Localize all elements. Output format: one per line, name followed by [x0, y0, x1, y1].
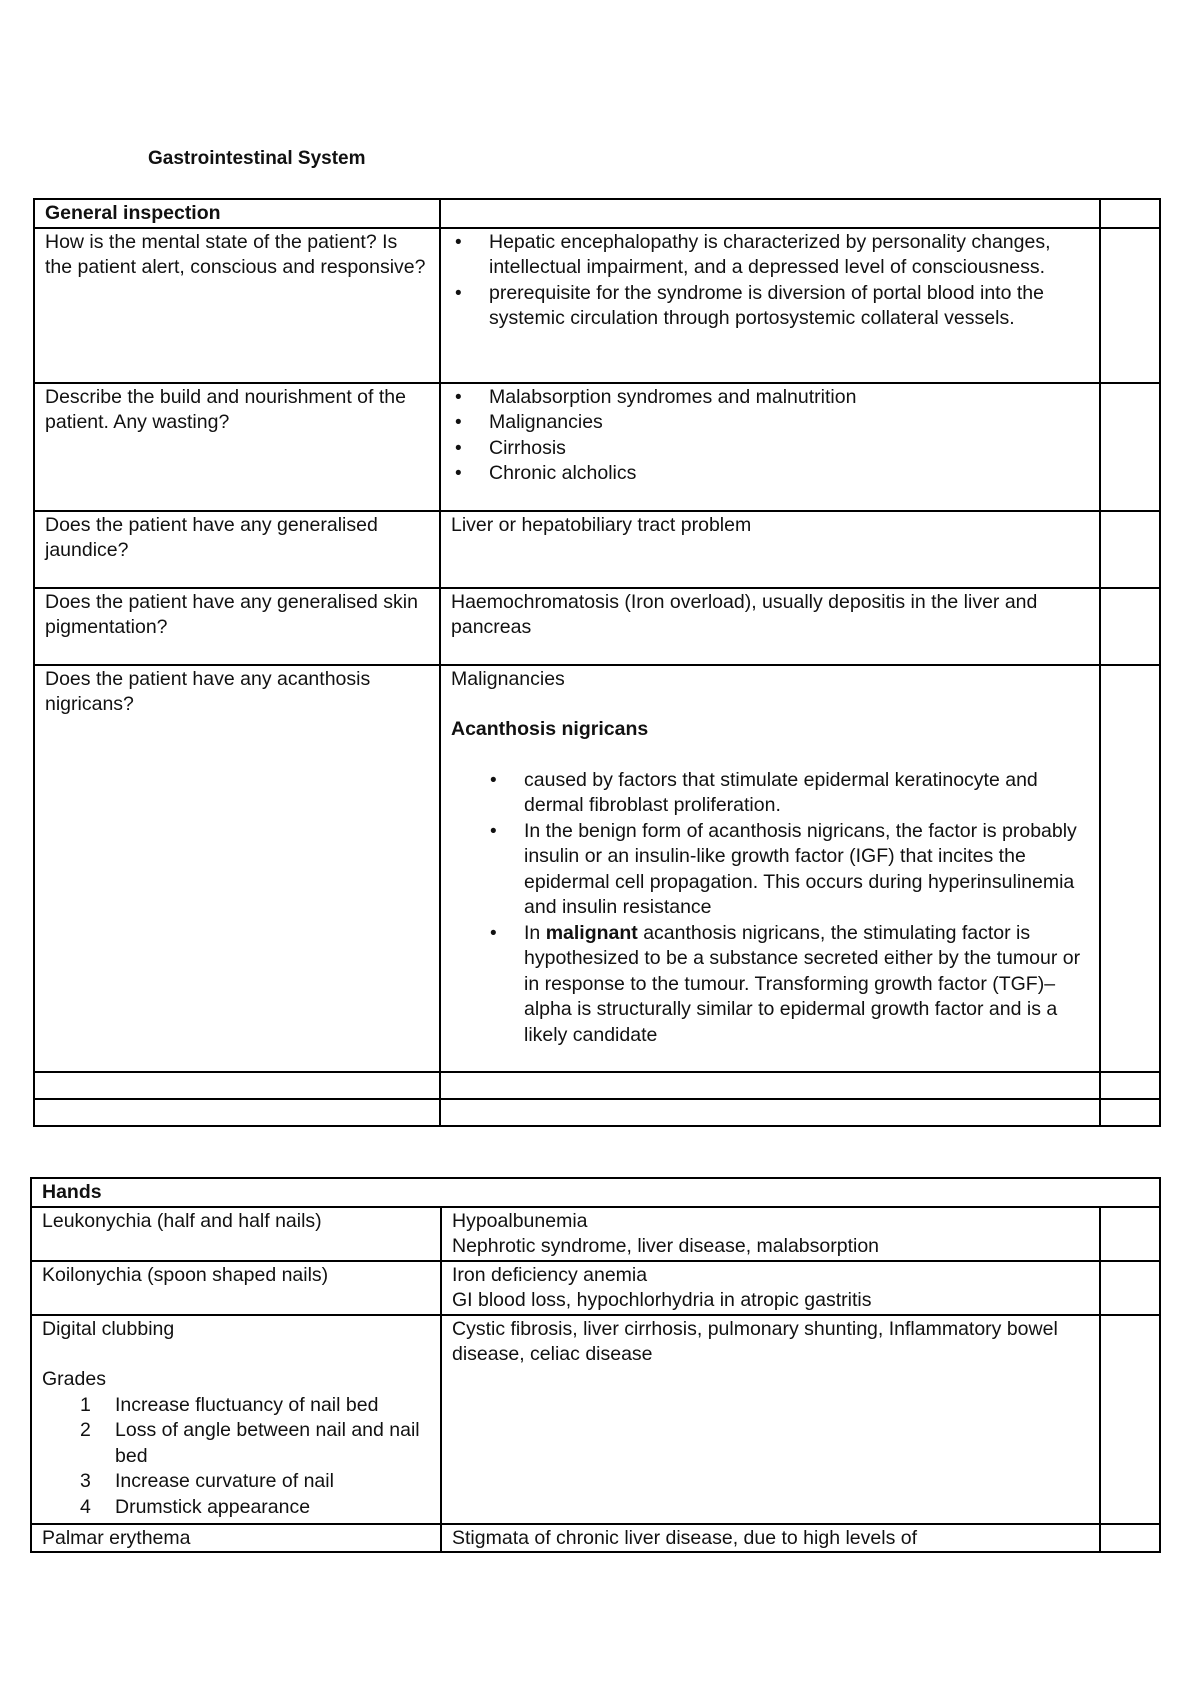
hands-header: Hands: [31, 1178, 1160, 1207]
list-item: • Malignancies: [489, 410, 1089, 436]
list-item: • Cirrhosis: [489, 436, 1089, 462]
grades-list: [42, 1393, 430, 1521]
table-row: [34, 588, 1160, 665]
answer-cell: Stigmata of chronic liver disease, due to high levels of: [441, 1524, 1100, 1553]
answer-cell: [440, 665, 1100, 1072]
table-row: [31, 1315, 1160, 1524]
answer-line: Nephrotic syndrome, liver disease, malabsorption: [452, 1235, 880, 1257]
table-header-row: [34, 199, 1160, 228]
question-cell: How is the mental state of the patient? Is the patient alert, conscious and responsive?: [34, 228, 440, 383]
general-inspection-header: General inspection: [34, 199, 440, 228]
grade-number: 4: [80, 1495, 91, 1518]
answer-line: Iron deficiency anemia: [452, 1263, 648, 1286]
sign-cell: Leukonychia (half and half nails): [31, 1207, 441, 1261]
question-cell: Does the patient have any generalised jaundice?: [34, 511, 440, 588]
grades-label: Grades: [42, 1368, 106, 1390]
table-row: [31, 1261, 1160, 1315]
answer-cell: Cystic fibrosis, liver cirrhosis, pulmonary shunting, Inflammatory bowel disease, celiac disease: [441, 1315, 1100, 1524]
sign-cell: Koilonychia (spoon shaped nails): [31, 1261, 441, 1315]
answer-cell: [440, 383, 1100, 511]
answer-line: GI blood loss, hypochlorhydria in atropic gastritis: [452, 1289, 872, 1311]
bullet-prefix: In: [524, 921, 546, 944]
list-item: [42, 1393, 430, 1419]
grade-number: 1: [80, 1393, 91, 1416]
sign-cell: Palmar erythema: [31, 1524, 441, 1553]
list-item: • Chronic alcholics: [489, 461, 1089, 487]
list-item: • In the benign form of acanthosis nigricans, the factor is probably insulin or an insulin-like growth factor (IGF) that incites the epidermal cell propagation. This occurs during hyperinsulinemia and insulin resistance: [524, 819, 1089, 921]
grade-number: 2: [80, 1419, 91, 1441]
general-inspection-table: [33, 198, 1161, 1127]
list-item: • Malabsorption syndromes and malnutrition: [489, 385, 1089, 411]
grade-text: Drumstick appearance: [115, 1495, 311, 1518]
list-item: [42, 1469, 430, 1495]
empty-row: [34, 1072, 1160, 1099]
table-row: [31, 1524, 1160, 1553]
sign-cell: [31, 1315, 441, 1524]
answer-cell: [440, 228, 1100, 383]
grade-number: 3: [80, 1470, 91, 1492]
answer-cell: [441, 1261, 1100, 1315]
question-cell: Does the patient have any acanthosis nigricans?: [34, 665, 440, 1072]
list-item: • prerequisite for the syndrome is diversion of portal blood into the systemic circulation through portosystemic collateral vessels.: [489, 281, 1089, 332]
table-row: [34, 383, 1160, 511]
page-title: Gastrointestinal System: [148, 148, 366, 169]
answer-cell: Liver or hepatobiliary tract problem: [440, 511, 1100, 588]
list-item: • Hepatic encephalopathy is characterized by personality changes, intellectual impairment, and a depressed level of consciousness.: [489, 230, 1089, 281]
answer-text: Malignancies: [451, 667, 565, 690]
table-header-row: [31, 1178, 1160, 1207]
answer-cell: [441, 1207, 1100, 1261]
hands-table: [30, 1177, 1161, 1553]
list-item: • caused by factors that stimulate epidermal keratinocyte and dermal fibroblast proliferation.: [524, 768, 1089, 819]
table-row: [34, 665, 1160, 1072]
list-item: [524, 921, 1089, 1049]
acanthosis-subheading: Acanthosis nigricans: [451, 718, 649, 740]
grade-text: Increase curvature of nail: [115, 1470, 334, 1492]
answer-line: Hypoalbunemia: [452, 1209, 588, 1232]
bullet-rest: acanthosis nigricans, the stimulating factor is hypothesized to be a substance secreted either by the tumour or in response to the tumour. Transforming growth factor (TGF)–alpha is structurally similar to epidermal growth factor and is a likely candidate: [524, 921, 1081, 1046]
table-row: [34, 228, 1160, 383]
answer-cell: Haemochromatosis (Iron overload), usually depositis in the liver and pancreas: [440, 588, 1100, 665]
bullet-bold-term: malignant: [545, 921, 638, 944]
list-item: [42, 1418, 430, 1469]
question-cell: Describe the build and nourishment of the patient. Any wasting?: [34, 383, 440, 511]
sign-text: Digital clubbing: [42, 1317, 175, 1340]
table-row: [31, 1207, 1160, 1261]
list-item: [42, 1495, 430, 1521]
table-row: [34, 511, 1160, 588]
question-cell: Does the patient have any generalised skin pigmentation?: [34, 588, 440, 665]
grade-text: Loss of angle between nail and nail bed: [115, 1419, 420, 1467]
grade-text: Increase fluctuancy of nail bed: [115, 1393, 379, 1416]
empty-row: [34, 1099, 1160, 1126]
